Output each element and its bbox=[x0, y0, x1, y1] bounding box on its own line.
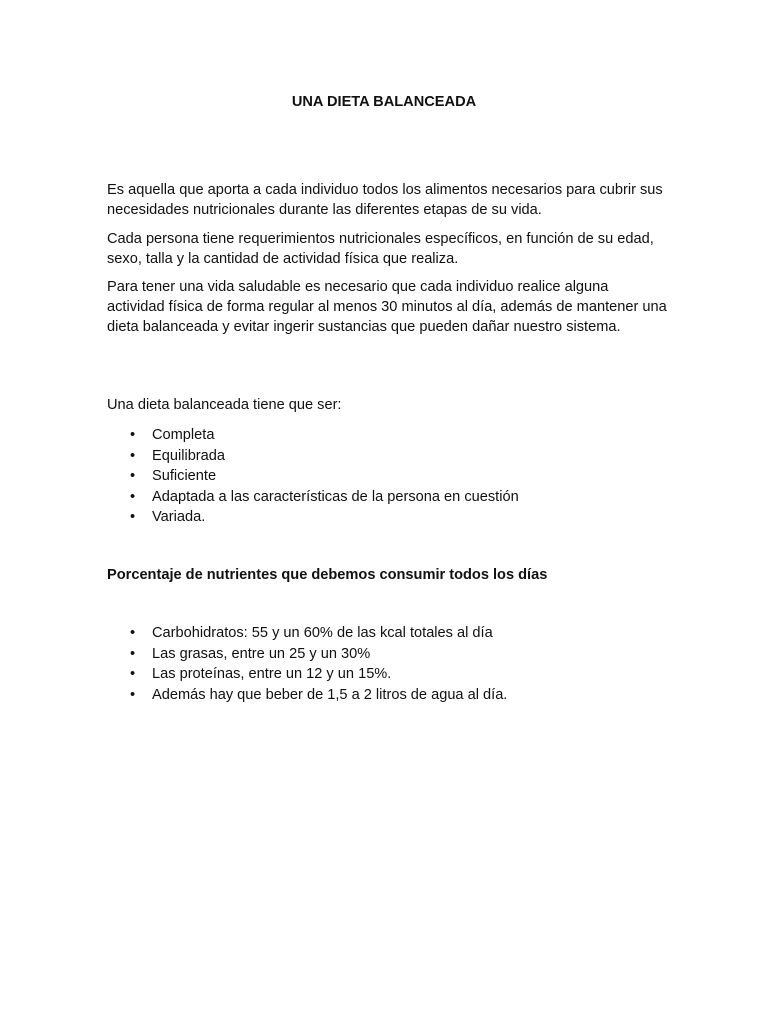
nutrients-heading: Porcentaje de nutrientes que debemos consumir todos los días bbox=[107, 567, 548, 583]
list-item-text: Variada. bbox=[152, 509, 206, 525]
paragraph-text: Cada persona tiene requerimientos nutricionales específicos, en función de su edad, sexo, talla y la cantidad de actividad física que realiza. bbox=[107, 231, 654, 267]
list-item-text: Las grasas, entre un 25 y un 30% bbox=[152, 645, 371, 662]
bullet-icon: • bbox=[130, 666, 136, 682]
bullet-icon: • bbox=[130, 509, 136, 525]
paragraph-requirements bbox=[107, 229, 667, 269]
bullet-icon: • bbox=[130, 488, 136, 505]
list-item bbox=[107, 623, 667, 644]
paragraph-text: Para tener una vida saludable es necesario que cada individuo realice alguna actividad física de forma regular al menos 30 minutos al día, además de mantener una dieta balanceada y evitar ingerir sustancias que pueden dañar nuestro sistema. bbox=[107, 279, 667, 335]
paragraph-text: Es aquella que aporta a cada individuo todos los alimentos necesarios para cubrir sus necesidades nutricionales durante las diferentes etapas de su vida. bbox=[107, 182, 663, 218]
bullet-icon: • bbox=[130, 625, 136, 641]
list-item bbox=[107, 466, 667, 487]
list-item-text: Suficiente bbox=[152, 468, 217, 484]
diet-qualities-list bbox=[107, 425, 667, 528]
list-item bbox=[107, 685, 667, 706]
list-item-text: Carbohidratos: 55 y un 60% de las kcal totales al día bbox=[152, 625, 493, 641]
nutrients-list bbox=[107, 623, 667, 705]
paragraph-definition bbox=[107, 180, 667, 220]
list-item bbox=[107, 644, 667, 665]
list-item bbox=[107, 487, 667, 508]
list-item bbox=[107, 507, 667, 528]
list-item-text: Equilibrada bbox=[152, 447, 226, 464]
list-item-text: Las proteínas, entre un 12 y un 15%. bbox=[152, 666, 392, 682]
list-intro bbox=[107, 395, 667, 415]
bullet-icon: • bbox=[130, 447, 136, 464]
paragraph-healthy-life bbox=[107, 277, 667, 337]
bullet-icon: • bbox=[130, 468, 136, 484]
list-item bbox=[107, 425, 667, 446]
bullet-icon: • bbox=[130, 427, 136, 443]
bullet-icon: • bbox=[130, 686, 136, 703]
list-intro-text: Una dieta balanceada tiene que ser: bbox=[107, 397, 342, 413]
list-item-text: Adaptada a las características de la persona en cuestión bbox=[152, 488, 519, 505]
list-item bbox=[107, 664, 667, 685]
bullet-icon: • bbox=[130, 645, 136, 662]
document-title: UNA DIETA BALANCEADA bbox=[291, 94, 477, 110]
list-item-text: Completa bbox=[152, 427, 215, 443]
list-item bbox=[107, 446, 667, 467]
list-item-text: Además hay que beber de 1,5 a 2 litros de agua al día. bbox=[152, 686, 508, 703]
